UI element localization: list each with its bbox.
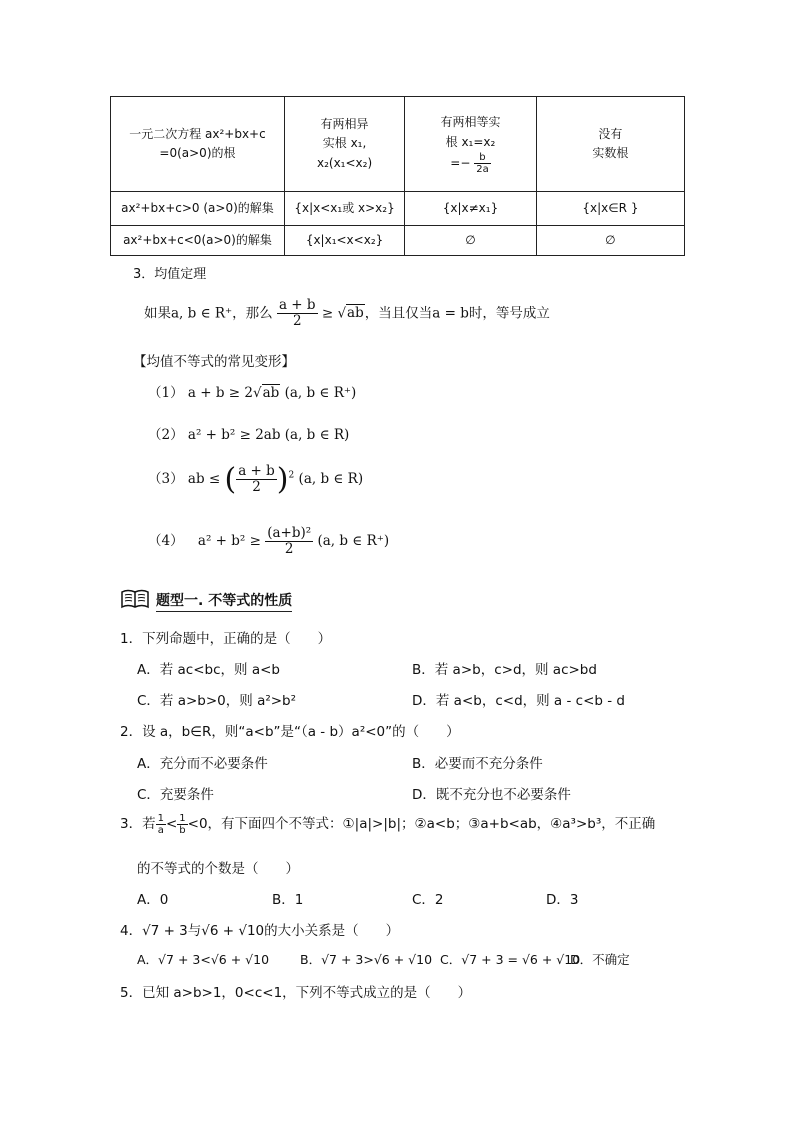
table-cell: {x|x∈R } bbox=[536, 192, 684, 226]
math-text: ≥ bbox=[321, 305, 334, 322]
sqrt-radicand: ab bbox=[262, 385, 280, 401]
fraction bbox=[156, 813, 166, 836]
variant-label: （4） bbox=[148, 532, 184, 549]
variant-2 bbox=[148, 423, 349, 443]
option-d: D．若 a<b，c<d，则 a - c<b - d bbox=[412, 693, 625, 709]
solution-table bbox=[110, 96, 685, 256]
option-d: D．3 bbox=[546, 892, 579, 908]
table-cell: ax²+bx+c>0 (a>0)的解集 bbox=[111, 192, 285, 226]
question-1-stem: 1．下列命题中，正确的是（ ） bbox=[120, 631, 332, 647]
text: <0，有下面四个不等式：①|a|>|b|；②a<b；③a+b<ab，④a³>b³，不正确 bbox=[187, 816, 656, 832]
question-4-stem: 4．√7 + 3与√6 + √10的大小关系是（ ） bbox=[120, 923, 400, 939]
math-text: a, b ∈ R⁺ bbox=[171, 305, 233, 322]
cell-text: x₂(x₁<x₂) bbox=[316, 155, 373, 170]
fraction-numerator: 1 bbox=[157, 812, 164, 824]
math-text: a² + b² ≥ 2ab bbox=[187, 427, 281, 443]
math-text: (a, b ∈ R⁺) bbox=[317, 532, 390, 549]
table-row bbox=[111, 97, 685, 192]
fraction-numerator: (a+b)² bbox=[267, 525, 312, 541]
variants-title: 【均值不等式的常见变形】 bbox=[133, 354, 295, 370]
variant-label: （2） bbox=[148, 427, 184, 443]
table-cell: {x|x<x₁或 x>x₂} bbox=[284, 192, 404, 226]
option-a: A．若 ac<bc，则 a<b bbox=[137, 662, 280, 678]
table-cell: ax²+bx+c<0(a>0)的解集 bbox=[111, 226, 285, 256]
table-cell: ∅ bbox=[536, 226, 684, 256]
option-c: C．2 bbox=[412, 892, 444, 908]
variant-label: （1） bbox=[148, 385, 184, 401]
fraction-denominator: 2 bbox=[284, 540, 294, 557]
table-cell bbox=[536, 97, 684, 192]
math-text: (a, b ∈ R) bbox=[298, 471, 364, 487]
option-b: B．√7 + 3>√6 + √10 bbox=[300, 952, 433, 967]
cell-text: 根 x₁=x₂ bbox=[445, 134, 496, 149]
cell-text: =0(a>0)的根 bbox=[159, 146, 236, 160]
question-5-stem: 5．已知 a>b>1，0<c<1，下列不等式成立的是（ ） bbox=[120, 985, 472, 1001]
fraction-denominator: 2 bbox=[292, 312, 302, 329]
option-b: B．必要而不充分条件 bbox=[412, 756, 543, 772]
fraction-numerator: b bbox=[474, 152, 491, 164]
fraction-denominator: 2 bbox=[252, 479, 261, 495]
theorem-line: 如果a, b ∈ R⁺，那么 $\frac{a + b}{2}$ ≥ √ab，当且仅当a = b时，等号成立 bbox=[144, 297, 550, 329]
cell-fraction-line bbox=[405, 152, 536, 175]
option-b: B．若 a>b，c>d，则 ac>bd bbox=[412, 662, 597, 678]
table-row bbox=[111, 192, 685, 226]
fraction-numerator: a + b bbox=[238, 463, 275, 480]
table-cell: {x|x₁<x<x₂} bbox=[284, 226, 404, 256]
variant-label: （3） bbox=[148, 471, 184, 487]
question-3-stem: 3．若 $\frac{1}{a}$ < $\frac{1}{b}$ <0，有下面四个不等式：①|a|>|b|；②a<b；③a+b<ab，④a³>b³，不正确 bbox=[120, 812, 656, 836]
option-c: C．√7 + 3 = √6 + √10 bbox=[440, 952, 581, 967]
cell-text: =− bbox=[450, 155, 471, 170]
table-cell bbox=[111, 97, 285, 192]
option-b: B．1 bbox=[272, 892, 304, 908]
cell-text: 一元二次方程 ax²+bx+c bbox=[129, 126, 266, 141]
cell-text: 实根 x₁, bbox=[322, 136, 367, 151]
fraction-denominator: b bbox=[179, 824, 186, 836]
question-3-stem-2: 的不等式的个数是（ ） bbox=[137, 861, 299, 877]
math-text: a = b bbox=[432, 305, 469, 322]
book-icon bbox=[120, 588, 150, 614]
fraction bbox=[236, 464, 277, 495]
table-cell: ∅ bbox=[405, 226, 537, 256]
math-text: a² + b² ≥ bbox=[197, 532, 261, 549]
text: 时，等号成立 bbox=[468, 305, 550, 322]
option-c: C．充要条件 bbox=[137, 787, 214, 803]
cell-text: 没有 bbox=[598, 126, 623, 141]
cell-text: 有两相异 bbox=[320, 117, 369, 132]
option-a: A．√7 + 3<√6 + √10 bbox=[137, 952, 270, 967]
table-cell: {x|x≠x₁} bbox=[405, 192, 537, 226]
cell-text: 有两相等实 bbox=[440, 115, 501, 130]
section-title: 3．均值定理 bbox=[133, 267, 207, 282]
heading-text: 题型一. 不等式的性质 bbox=[156, 590, 292, 612]
fraction bbox=[474, 152, 491, 175]
math-text: ab ≤ bbox=[187, 471, 221, 487]
math-text: (a, b ∈ R) bbox=[284, 427, 350, 443]
fraction-numerator: a + b bbox=[278, 297, 316, 313]
table-cell bbox=[405, 97, 537, 192]
table-cell bbox=[284, 97, 404, 192]
option-c: C．若 a>b>0，则 a²>b² bbox=[137, 693, 297, 709]
variant-4 bbox=[148, 526, 389, 557]
variant-3: （3） ab ≤ ( $\frac{a + b}{2}$ )$^2$ (a, b ∈ R) bbox=[148, 462, 364, 497]
text: ，当且仅当 bbox=[364, 305, 433, 322]
cell-text: 实数根 bbox=[592, 146, 629, 160]
fraction bbox=[177, 813, 187, 836]
math-text: a + b ≥ 2 bbox=[187, 385, 253, 401]
option-a: A．充分而不必要条件 bbox=[137, 756, 268, 772]
fraction-denominator: 2a bbox=[476, 163, 489, 175]
fraction-denominator: a bbox=[157, 824, 164, 836]
fraction bbox=[277, 298, 318, 329]
option-d: D．既不充分也不必要条件 bbox=[412, 787, 571, 803]
question-2-stem: 2．设 a，b∈R，则“a<b”是“（a - b）a²<0”的（ ） bbox=[120, 724, 460, 740]
sqrt-radicand: ab bbox=[347, 305, 364, 322]
text: 3．若 bbox=[120, 816, 156, 832]
option-a: A．0 bbox=[137, 892, 169, 908]
math-text: (a, b ∈ R⁺) bbox=[284, 385, 357, 401]
section-heading bbox=[120, 588, 292, 614]
table-row bbox=[111, 226, 685, 256]
text: 如果 bbox=[144, 305, 171, 322]
variant-1: （1） a + b ≥ 2√ab (a, b ∈ R⁺) bbox=[148, 385, 357, 401]
option-d: D．不确定 bbox=[570, 952, 630, 967]
fraction-numerator: 1 bbox=[179, 812, 186, 824]
fraction bbox=[265, 526, 313, 557]
text: ，那么 bbox=[232, 305, 273, 322]
